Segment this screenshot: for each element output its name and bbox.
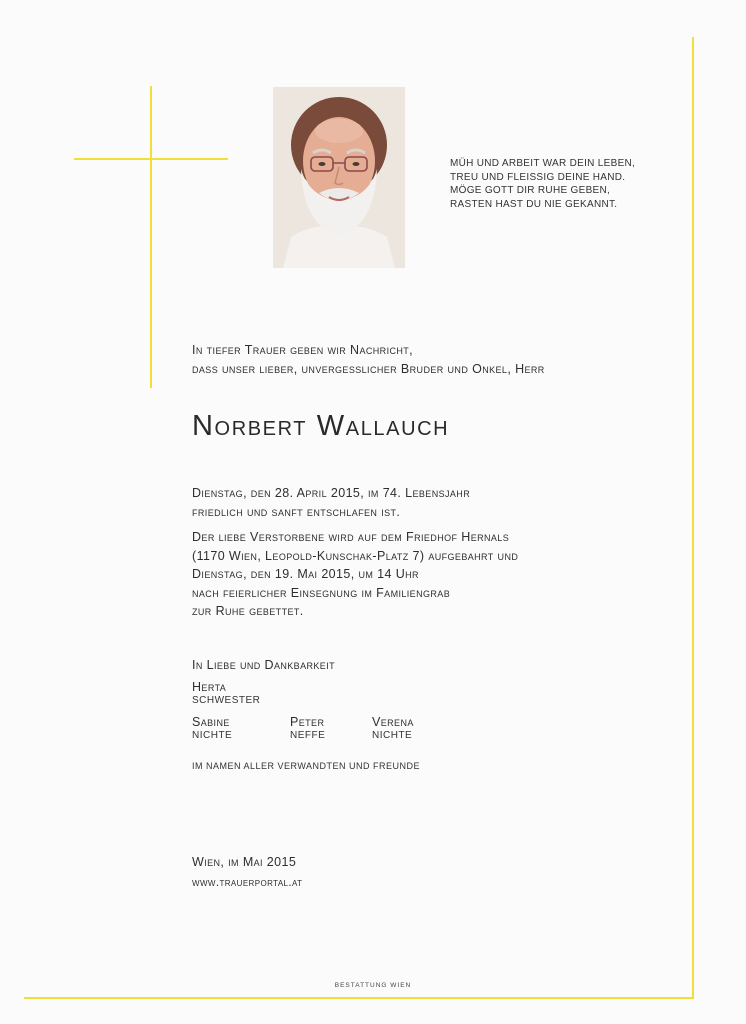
mourner-relation: SCHWESTER <box>192 695 261 706</box>
website-link[interactable]: www.trauerportal.at <box>192 877 303 889</box>
death-details <box>192 484 470 521</box>
death-line: Dienstag, den 28. April 2015, im 74. Lebensjahr <box>192 486 471 500</box>
place-date: Wien, im Mai 2015 <box>192 855 297 869</box>
deceased-name: Norbert Wallauch <box>192 410 450 442</box>
death-line: friedlich und sanft entschlafen ist. <box>192 504 401 519</box>
funeral-details <box>192 528 518 621</box>
funeral-line: Der liebe Verstorbene wird auf dem Friedhof Hernals <box>192 530 510 544</box>
funeral-line: (1170 Wien, Leopold-Kunschak-Platz 7) aufgebahrt und <box>192 548 519 563</box>
mourners-note: IM NAMEN ALLER VERWANDTEN UND FREUNDE <box>192 761 421 771</box>
funeral-home-footer: BESTATTUNG WIEN <box>334 982 412 989</box>
funeral-line: Dienstag, den 19. Mai 2015, um 14 Uhr <box>192 567 419 581</box>
cross-horizontal-line <box>74 158 228 160</box>
poem-line: MÜH UND ARBEIT WAR DEIN LEBEN, <box>450 158 636 169</box>
announcement-text <box>192 341 545 378</box>
poem-line: RASTEN HAST DU NIE GEKANNT. <box>450 198 618 210</box>
announcement-line: In tiefer Trauer geben wir Nachricht, <box>192 343 414 357</box>
frame-bottom-line <box>24 997 694 999</box>
funeral-line: nach feierlicher Einsegnung im Familiengrab <box>192 585 451 600</box>
mourner-name: Sabine <box>192 715 230 729</box>
frame-right-line <box>692 37 694 999</box>
mourner-name: Peter <box>290 715 325 729</box>
mourner-relation: NICHTE <box>372 730 413 741</box>
mourner-name: Verena <box>372 715 414 729</box>
funeral-line: zur Ruhe gebettet. <box>192 604 304 618</box>
mourners-heading: In Liebe und Dankbarkeit <box>192 658 335 672</box>
poem-line: TREU UND FLEISSIG DEINE HAND. <box>450 171 626 183</box>
poem-line: MÖGE GOTT DIR RUHE GEBEN, <box>450 185 611 196</box>
cross-vertical-line <box>150 86 152 388</box>
mourner-relation: NEFFE <box>290 730 326 741</box>
memorial-poem <box>450 157 635 211</box>
mourner-name: Herta <box>192 680 227 694</box>
mourner-relation: NICHTE <box>192 730 233 741</box>
announcement-line: dass unser lieber, unvergesslicher Bruder und Onkel, Herr <box>192 361 545 376</box>
portrait-photo <box>273 87 405 268</box>
